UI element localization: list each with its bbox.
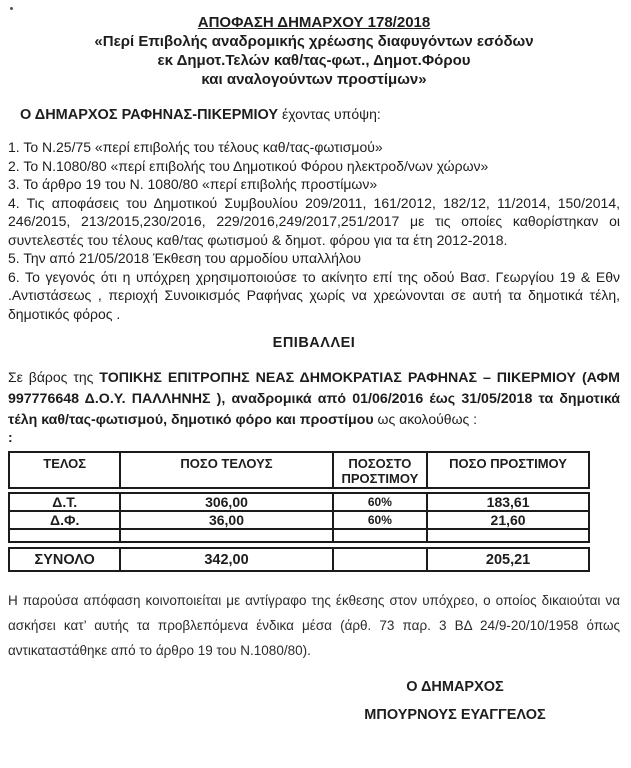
considerations-list	[8, 138, 620, 323]
decision-heading: ΕΠΙΒΑΛΛΕΙ	[272, 335, 356, 351]
cell-total-percent	[333, 548, 428, 571]
col-header-fine-percent: ΠΟΣΟΣΤΟ ΠΡΟΣΤΙΜΟΥ	[333, 452, 428, 488]
col-header-fee-amount: ΠΟΣΟ ΤΕΛΟΥΣ	[120, 452, 332, 488]
consideration-item-1: 1. Το Ν.25/75 «περί επιβολής του τέλους καθ/τας-φωτισμού»	[8, 139, 383, 155]
consideration-item-2: 2. Το Ν.1080/80 «περί επιβολής του Δημοτικού Φόρου ηλεκτροδ/νων χώρων»	[8, 157, 489, 174]
preamble-regular-text: έχοντας υπόψη:	[278, 106, 381, 122]
imposition-prefix-text: Σε βάρος της	[8, 369, 100, 385]
table-header-row	[9, 452, 589, 488]
fee-table-header	[8, 451, 590, 489]
document-subtitle-line-2: εκ Δημοτ.Τελών καθ/τας-φωτ., Δημοτ.Φόρου	[157, 52, 471, 69]
cell-dt-label: Δ.Τ.	[9, 493, 120, 511]
stray-colon: :	[8, 429, 13, 445]
document-subtitle-line-1: «Περί Επιβολής αναδρομικής χρέωσης διαφυγόντων εσόδων	[94, 33, 534, 50]
consideration-item-4: 4. Τις αποφάσεις του Δημοτικού Συμβουλίου 209/2011, 161/2012, 182/12, 11/2014, 150/2014, 246/2015, 213/2015,230/2016, 229/2016,249/2017,251/2017 με τις οποίες καθορίστηκαν οι συντελεστές του τέλους καθ/τας φωτισμού & δημοτ. φόρου για τα έτη 2012-2018.	[8, 194, 620, 248]
document-header	[8, 13, 620, 89]
cell-df-percent: 60%	[333, 511, 428, 529]
cell-empty-4	[427, 529, 589, 542]
signature-name: ΜΠΟΥΡΝΟΥΣ ΕΥΑΓΓΕΛΟΣ	[364, 707, 546, 723]
imposition-suffix-text: ως ακολούθως :	[373, 411, 478, 427]
signature-role: Ο ΔΗΜΑΡΧΟΣ	[406, 679, 504, 695]
imposition-entity-text: ΤΟΠΙΚΗΣ ΕΠΙΤΡΟΠΗΣ ΝΕΑΣ ΔΗΜΟΚΡΑΤΙΑΣ ΡΑΦΗΝΑΣ – ΠΙΚΕΡΜΙΟΥ (ΑΦΜ 997776648 Δ.Ο.Υ. ΠΑΛΛΗΝΗΣ ), αναδρομικά από 01/06/2016 έως 31/05/2018 τα δημοτικά τέλη καθ/τας-φωτισμού, δημοτικό φόρο και προστίμου	[8, 370, 620, 428]
signature-block	[300, 678, 610, 724]
consideration-item-3: 3. Το άρθρο 19 του Ν. 1080/80 «περί επιβολής προστίμων»	[8, 176, 378, 192]
fee-table-body	[8, 492, 590, 543]
cell-total-label: ΣΥΝΟΛΟ	[9, 548, 120, 571]
consideration-item-6: 6. Το γεγονός ότι η υπόχρεη χρησιμοποιούσε το ακίνητο επί της οδού Βασ. Γεωργίου 19 & Εθν .Αντιστάσεως , περιοχή Συνοικισμός Ραφήνας χωρίς να χρεώνονται σε αυτή τα δημοτικά τέλη, δημοτικός φόρος .	[8, 268, 620, 322]
cell-dt-fee: 306,00	[120, 493, 332, 511]
cell-dt-percent: 60%	[333, 493, 428, 511]
mayor-title-text: Ο ΔΗΜΑΡΧΟΣ ΡΑΦΗΝΑΣ-ΠΙΚΕΡΜΙΟΥ	[20, 107, 279, 123]
col-header-fee-type: ΤΕΛΟΣ	[9, 452, 120, 488]
fee-table-total	[8, 547, 590, 572]
col-header-fine-amount: ΠΟΣΟ ΠΡΟΣΤΙΜΟΥ	[427, 452, 589, 488]
cell-empty-3	[333, 529, 428, 542]
scan-speck	[10, 7, 13, 10]
imposition-paragraph	[8, 367, 620, 430]
cell-empty-1	[9, 529, 120, 542]
table-row-total	[9, 548, 589, 571]
table-row-empty	[9, 529, 589, 542]
cell-total-fee: 342,00	[120, 548, 332, 571]
cell-empty-2	[120, 529, 332, 542]
consideration-item-5: 5. Την από 21/05/2018 Έκθεση του αρμοδίου υπαλλήλου	[8, 250, 362, 266]
document-subtitle-line-3: και αναλογούντων προστίμων»	[201, 71, 427, 88]
cell-total-fine: 205,21	[427, 548, 589, 571]
cell-df-label: Δ.Φ.	[9, 511, 120, 529]
closing-paragraph: Η παρούσα απόφαση κοινοποιείται με αντίγραφο της έκθεσης στον υπόχρεο, ο οποίος δικαιούται να ασκήσει κατ’ αυτής τα προβλεπόμενα ένδικα μέσα (άρθ. 73 παρ. 3 ΒΔ 24/9-20/10/1958 όπως αντικαταστάθηκε από το άρθρο 19 του Ν.1080/80).	[8, 593, 620, 658]
cell-df-fine: 21,60	[427, 511, 589, 529]
table-row-df	[9, 511, 589, 529]
document-title: ΑΠΟΦΑΣΗ ΔΗΜΑΡΧΟΥ 178/2018	[197, 14, 431, 31]
table-row-dt	[9, 493, 589, 511]
cell-dt-fine: 183,61	[427, 493, 589, 511]
cell-df-fee: 36,00	[120, 511, 332, 529]
preamble-line	[20, 105, 620, 124]
